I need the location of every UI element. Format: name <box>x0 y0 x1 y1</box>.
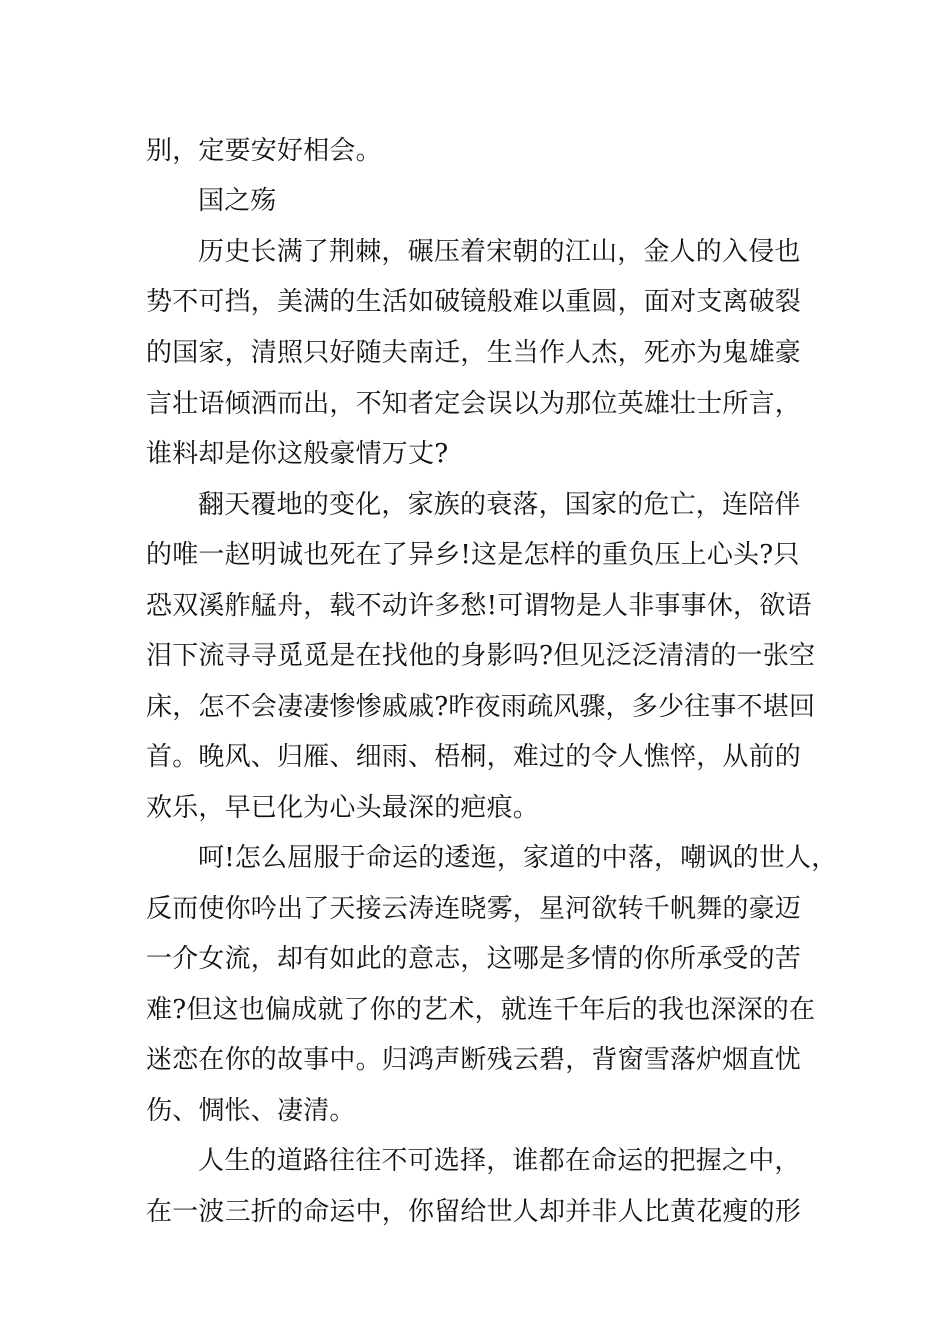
text-line: 首。晚风、归雁、细雨、梧桐，难过的令人憔悴，从前的 <box>146 742 802 772</box>
text-line: 谁料却是你这般豪情万丈? <box>146 439 449 469</box>
text-line: 伤、惆怅、凄清。 <box>146 1096 356 1126</box>
text-line: 在一波三折的命运中，你留给世人却并非人比黄花瘦的形 <box>146 1197 802 1227</box>
text-line: 历史长满了荆棘，碾压着宋朝的江山，金人的入侵也 <box>198 237 801 267</box>
text-line: 泪下流寻寻觅觅是在找他的身影吗?但见泛泛清清的一张空 <box>146 641 816 671</box>
text-line: 一介女流，却有如此的意志，这哪是多情的你所承受的苦 <box>146 944 802 974</box>
text-line: 的国家，清照只好随夫南迁，生当作人杰，死亦为鬼雄豪 <box>146 338 802 368</box>
text-line: 反而使你吟出了天接云涛连晓雾，星河欲转千帆舞的豪迈 <box>146 894 802 924</box>
text-line: 欢乐，早已化为心头最深的疤痕。 <box>146 793 540 823</box>
text-line: 势不可挡，美满的生活如破镜般难以重圆，面对支离破裂 <box>146 287 802 317</box>
text-line: 迷恋在你的故事中。归鸿声断残云碧，背窗雪落炉烟直忧 <box>146 1045 802 1075</box>
text-line: 床，怎不会凄凄惨惨戚戚?昨夜雨疏风骤，多少往事不堪回 <box>146 692 816 722</box>
text-line: 恐双溪舴艋舟，载不动许多愁!可谓物是人非事事休，欲语 <box>146 591 812 621</box>
text-line: 呵!怎么屈服于命运的逶迤，家道的中落，嘲讽的世人， <box>198 843 838 873</box>
text-line: 难?但这也偏成就了你的艺术，就连千年后的我也深深的在 <box>146 995 816 1025</box>
text-line: 别，定要安好相会。 <box>146 136 382 166</box>
text-line: 言壮语倾洒而出，不知者定会误以为那位英雄壮士所言， <box>146 389 802 419</box>
text-line: 的唯一赵明诚也死在了异乡!这是怎样的重负压上心头?只 <box>146 540 800 570</box>
text-line: 人生的道路往往不可选择，谁都在命运的把握之中， <box>198 1146 801 1176</box>
text-line: 翻天覆地的变化，家族的衰落，国家的危亡，连陪伴 <box>198 490 801 520</box>
section-heading: 国之殇 <box>198 186 277 216</box>
